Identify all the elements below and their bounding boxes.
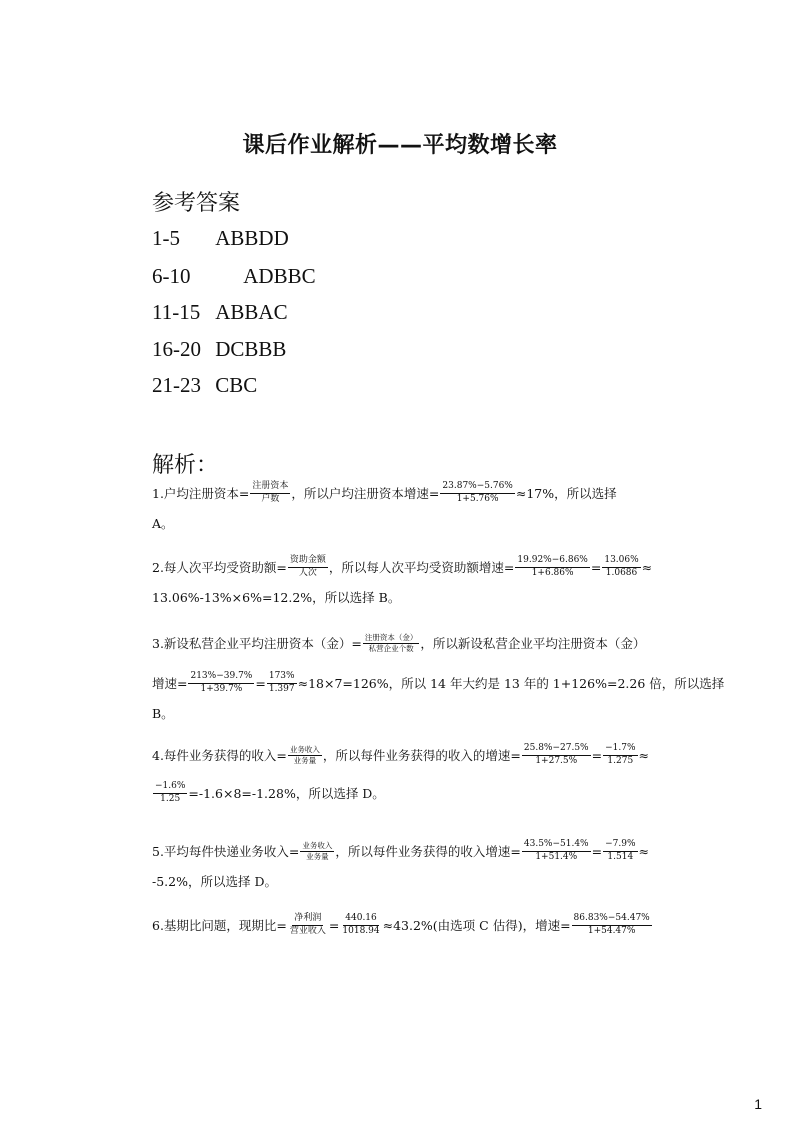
denominator: 营业收入 [289,925,326,936]
text: ，所以新设私营企业平均注册资本（金） [420,636,646,652]
answer-letters: CBC [215,373,258,397]
text: ≈ [638,843,649,859]
numerator: 业务收入 [288,746,322,756]
text: = [591,747,603,763]
denominator: 1.0686 [605,567,638,578]
fraction [572,914,652,937]
denominator: 1+51.4% [535,851,578,862]
numerator: −7.9% [603,840,637,852]
solution-line [152,634,645,654]
fraction [288,746,322,766]
solution-line [152,914,653,937]
text: A。 [152,516,174,531]
numerator: 43.5%−51.4% [522,840,591,852]
text: = [591,843,603,859]
denominator: 业务量 [306,851,329,861]
solution-line [152,782,385,805]
text: 2.每人次平均受资助额= [152,559,287,575]
text: ≈ [641,559,653,575]
fraction [267,672,297,695]
numerator: 资助金额 [288,556,328,568]
text: =-1.6×8=-1.28%，所以选择 D。 [188,785,385,801]
numerator: −1.6% [153,782,187,794]
text: 增速= [152,675,188,691]
text: ，所以户均注册资本增速= [291,485,440,501]
denominator: 户数 [261,493,280,504]
fraction [522,840,591,863]
fraction [153,782,187,805]
text: B。 [152,706,174,721]
solution-line [152,672,724,695]
fraction [515,556,589,579]
answer-row [152,226,289,251]
fraction [288,556,328,579]
solution-line [152,706,174,721]
solution-line [152,516,174,531]
denominator: 1.514 [607,851,634,862]
answer-letters: ADBBC [243,264,316,288]
numerator: 25.8%−27.5% [522,744,591,756]
numerator: 19.92%−6.86% [515,556,589,568]
text: ，所以每件业务获得的收入的增速= [322,747,521,763]
numerator: −1.7% [603,744,637,756]
denominator: 1+54.47% [587,925,636,936]
numerator: 23.87%−5.76% [440,482,514,494]
text: 6.基期比问题，现期比= [152,917,287,933]
denominator: 1018.94 [342,925,380,936]
denominator: 私营企业个数 [368,644,414,654]
fraction [522,744,591,767]
denominator: 1.275 [607,755,634,766]
solution-line [152,874,277,889]
numerator: 173% [267,672,297,684]
solution-line [152,840,649,863]
text: ≈ [638,747,649,763]
page-title: 课后作业解析——平均数增长率 [242,133,558,158]
fraction [250,482,290,505]
fraction [288,914,328,937]
fraction [440,482,514,505]
numerator: 注册资本（金） [363,634,420,644]
text: ≈43.2%(由选项 C 估得)，增速= [382,917,571,933]
answer-range: 21-23 [152,373,201,397]
denominator: 1+6.86% [531,567,574,578]
answer-letters: DCBBB [215,337,287,361]
answer-letters: ABBAC [215,300,288,324]
text: ，所以每件业务获得的收入增速= [335,843,521,859]
denominator: 人次 [298,567,317,578]
text: 13.06%-13%×6%=12.2%，所以选择 B。 [152,590,401,605]
numerator: 13.06% [602,556,640,568]
fraction [363,634,420,654]
solution-line [152,556,652,579]
fraction [188,672,254,695]
fraction [602,556,640,579]
fraction [300,842,334,862]
text: 1.户均注册资本= [152,485,250,501]
text: -5.2%，所以选择 D。 [152,874,277,889]
answer-range: 6-10 [152,264,191,288]
numerator: 440.16 [343,914,379,926]
text: = [255,675,266,691]
numerator: 业务收入 [300,842,334,852]
numerator: 86.83%−54.47% [572,914,652,926]
text: 4.每件业务获得的收入= [152,747,287,763]
denominator: 1+27.5% [535,755,578,766]
text: = [590,559,602,575]
solution-line [152,482,617,505]
answers-heading: 参考答案 [152,191,241,216]
answer-letters: ABBDD [215,226,289,250]
solution-line [152,590,400,605]
page-number: 1 [754,1096,762,1112]
answer-row [152,337,286,362]
numerator: 213%−39.7% [188,672,254,684]
answer-range: 16-20 [152,337,201,361]
denominator: 1.397 [268,683,295,694]
numerator: 注册资本 [250,482,290,494]
answer-row [152,373,257,398]
denominator: 1+39.7% [200,683,243,694]
answer-range: 11-15 [152,300,201,324]
numerator: 净利润 [292,914,323,926]
text: 5.平均每件快递业务收入= [152,843,300,859]
analysis-heading: 解析： [152,453,219,478]
answer-row [152,300,288,325]
solution-line [152,744,649,767]
denominator: 业务量 [293,755,317,765]
fraction [603,840,637,863]
fraction [603,744,637,767]
text: ≈18×7=126%，所以 14 年大约是 13 年的 1+126%=2.26 倍，所以选择 [297,675,725,691]
answer-row [152,264,316,289]
fraction [340,914,381,937]
text: = [328,917,340,933]
text: 3.新设私营企业平均注册资本（金）= [152,636,362,652]
denominator: 1+5.76% [456,493,499,504]
answer-range: 1-5 [152,226,180,250]
denominator: 1.25 [160,793,181,804]
text: ，所以每人次平均受资助额增速= [328,559,515,575]
text: ≈17%，所以选择 [515,485,617,501]
